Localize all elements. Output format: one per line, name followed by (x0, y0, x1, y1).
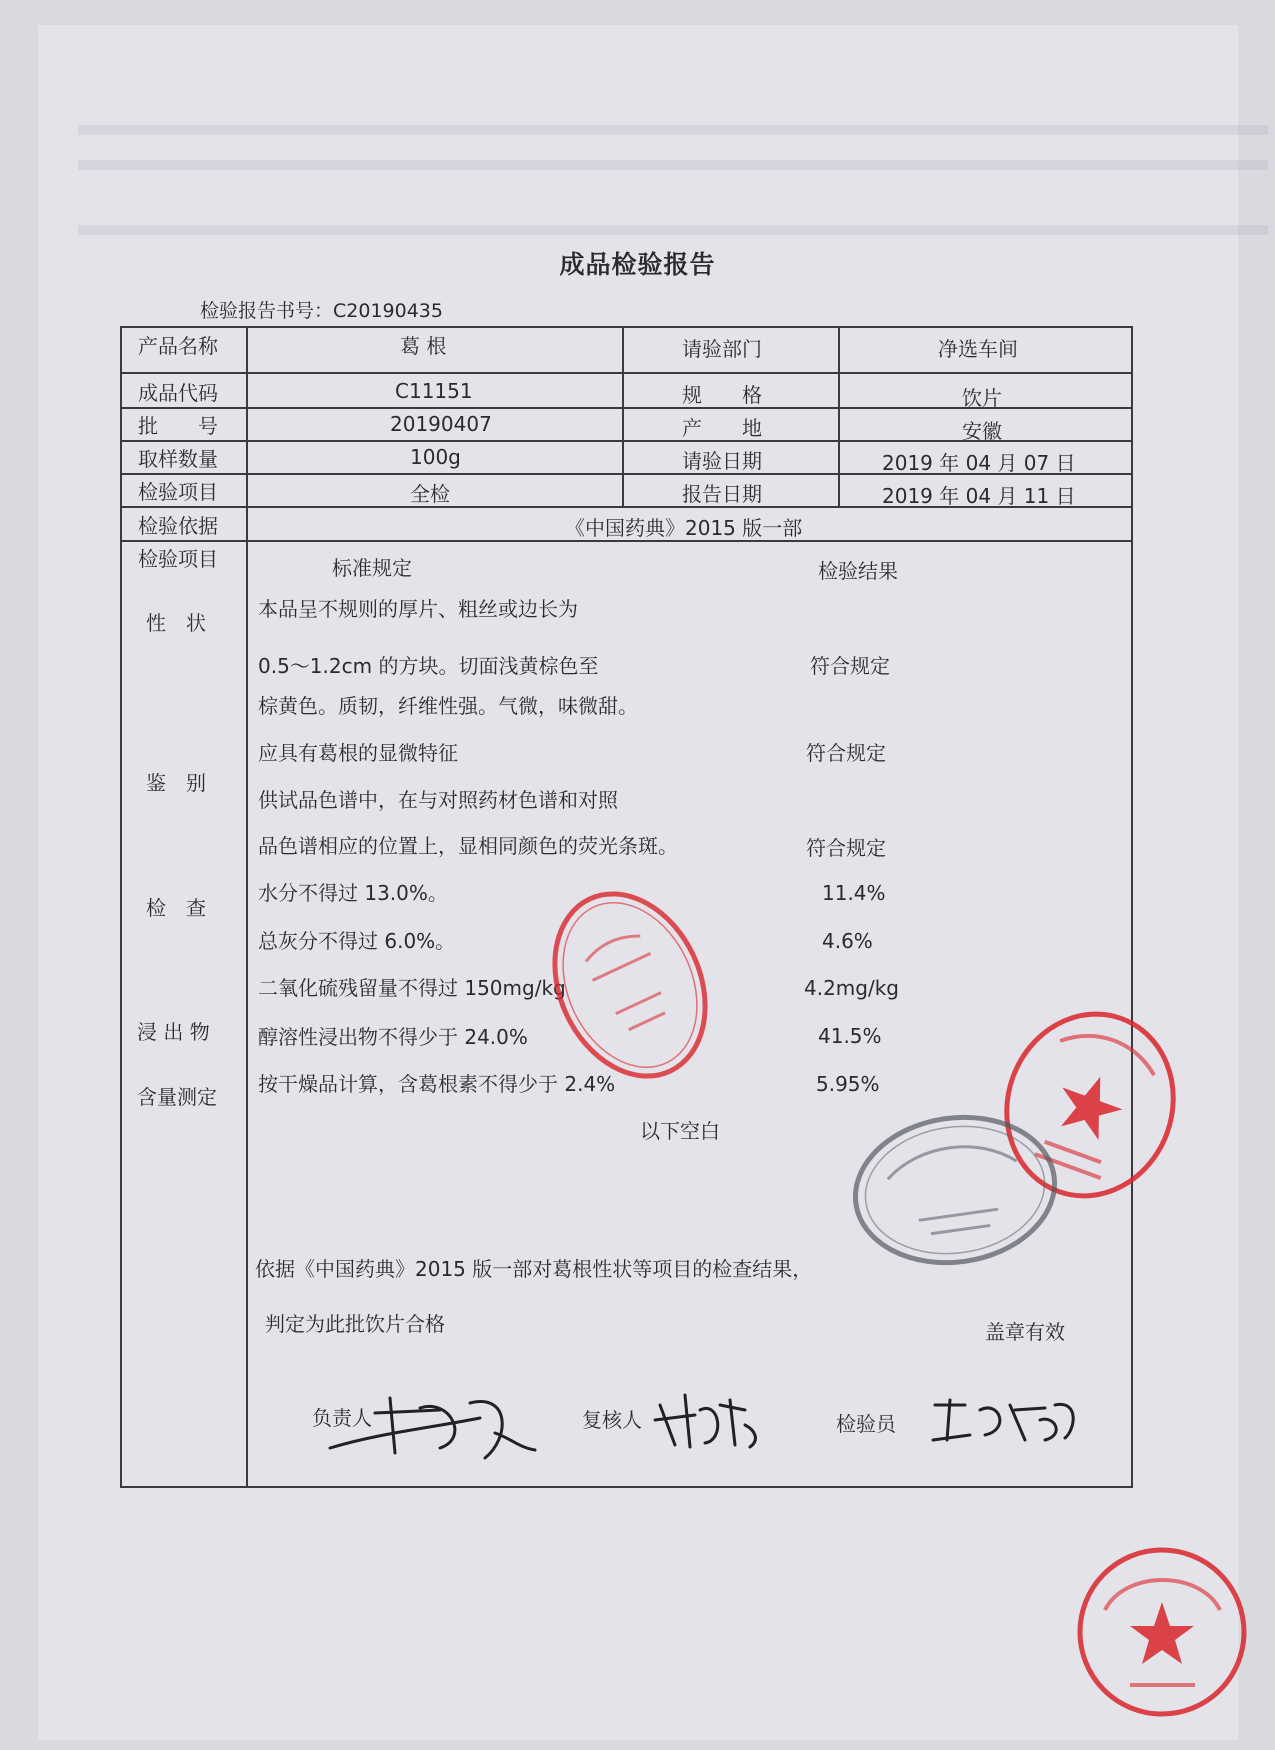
label-test-item: 检验项目 (138, 480, 218, 504)
col-divider (622, 326, 624, 506)
value-report-date: 2019 年 04 月 11 日 (882, 484, 1076, 508)
label-spec: 规 格 (682, 383, 762, 407)
label-request-dept: 请验部门 (682, 337, 762, 361)
result-value: 符合规定 (806, 741, 886, 765)
label-basis: 检验依据 (138, 514, 218, 538)
standard-line: 应具有葛根的显微特征 (258, 741, 458, 765)
responsible-signature (320, 1378, 560, 1468)
standard-line: 总灰分不得过 6.0%。 (258, 929, 456, 953)
qc-stamp-red-oval (530, 885, 730, 1085)
value-product-name: 葛 根 (400, 334, 447, 358)
header-standard: 标准规定 (332, 556, 412, 580)
value-test-item: 全检 (410, 482, 450, 506)
corner-stamp-red (1070, 1540, 1255, 1725)
label-batch: 批 号 (138, 414, 218, 438)
table-border-right (1131, 326, 1133, 1486)
table-border-left (120, 326, 122, 1486)
report-title: 成品检验报告 (559, 250, 716, 279)
qc-stamp-gray-oval (845, 1105, 1065, 1275)
standard-line: 0.5～1.2cm 的方块。切面浅黄棕色至 (258, 654, 599, 678)
category-assay: 含量测定 (137, 1085, 217, 1109)
value-origin: 安徽 (962, 419, 1002, 443)
table-border-top (120, 326, 1133, 328)
value-request-dept: 净选车间 (938, 337, 1018, 361)
standard-line: 按干燥品计算，含葛根素不得少于 2.4% (258, 1072, 616, 1096)
result-value: 符合规定 (810, 654, 890, 678)
label-product-name: 产品名称 (138, 334, 218, 358)
value-request-date: 2019 年 04 月 07 日 (882, 451, 1076, 475)
standard-line: 水分不得过 13.0%。 (258, 881, 448, 905)
result-value: 41.5% (818, 1024, 882, 1048)
document-page (38, 25, 1238, 1740)
label-report-date: 报告日期 (682, 482, 762, 506)
standard-line: 醇溶性浸出物不得少于 24.0% (258, 1025, 528, 1049)
result-value: 11.4% (822, 881, 886, 905)
conclusion-line-2: 判定为此批饮片合格 (265, 1312, 445, 1336)
scan-streak (78, 160, 1268, 170)
value-basis: 《中国药典》2015 版一部 (565, 516, 803, 540)
standard-line: 品色谱相应的位置上，显相同颜色的荧光条斑。 (258, 834, 678, 858)
result-value: 4.2mg/kg (804, 976, 899, 1000)
category-extract: 浸 出 物 (137, 1020, 210, 1044)
header-result: 检验结果 (818, 559, 898, 583)
label-product-code: 成品代码 (138, 381, 218, 405)
standard-line: 棕黄色。质韧，纤维性强。气微，味微甜。 (258, 694, 638, 718)
result-value: 4.6% (822, 929, 873, 953)
inspector-signature (925, 1390, 1085, 1450)
reviewer-signature (650, 1385, 770, 1455)
label-origin: 产 地 (682, 416, 762, 440)
result-value: 符合规定 (806, 836, 886, 860)
value-sample-qty: 100g (410, 445, 461, 469)
value-batch: 20190407 (390, 412, 492, 436)
col-divider (246, 326, 248, 1486)
value-product-code: C11151 (395, 379, 473, 403)
table-border-bottom (120, 1486, 1133, 1488)
label-sample-qty: 取样数量 (138, 447, 218, 471)
label-items: 检验项目 (138, 547, 218, 571)
scan-streak (78, 225, 1268, 235)
row-divider (120, 372, 1133, 374)
reviewer-label: 复核人 (582, 1408, 642, 1432)
standard-line: 供试品色谱中，在与对照药材色谱和对照 (258, 788, 618, 812)
col-divider (838, 326, 840, 506)
stamp-valid-note: 盖章有效 (985, 1320, 1065, 1344)
result-value: 5.95% (816, 1072, 880, 1096)
label-request-date: 请验日期 (682, 449, 762, 473)
category-appearance: 性 状 (146, 611, 206, 635)
value-spec: 饮片 (962, 386, 1002, 410)
standard-line: 本品呈不规则的厚片、粗丝或边长为 (258, 597, 578, 621)
inspector-label: 检验员 (836, 1412, 896, 1436)
conclusion-line-1: 依据《中国药典》2015 版一部对葛根性状等项目的检查结果， (255, 1257, 813, 1281)
report-number: 检验报告书号：C20190435 (200, 300, 443, 322)
blank-note: 以下空白 (640, 1119, 720, 1143)
scan-streak (78, 125, 1268, 135)
category-identification: 鉴 别 (146, 771, 206, 795)
standard-line: 二氧化硫残留量不得过 150mg/kg (258, 976, 566, 1000)
category-examination: 检 查 (146, 896, 206, 920)
responsible-label: 负责人 (312, 1406, 372, 1430)
